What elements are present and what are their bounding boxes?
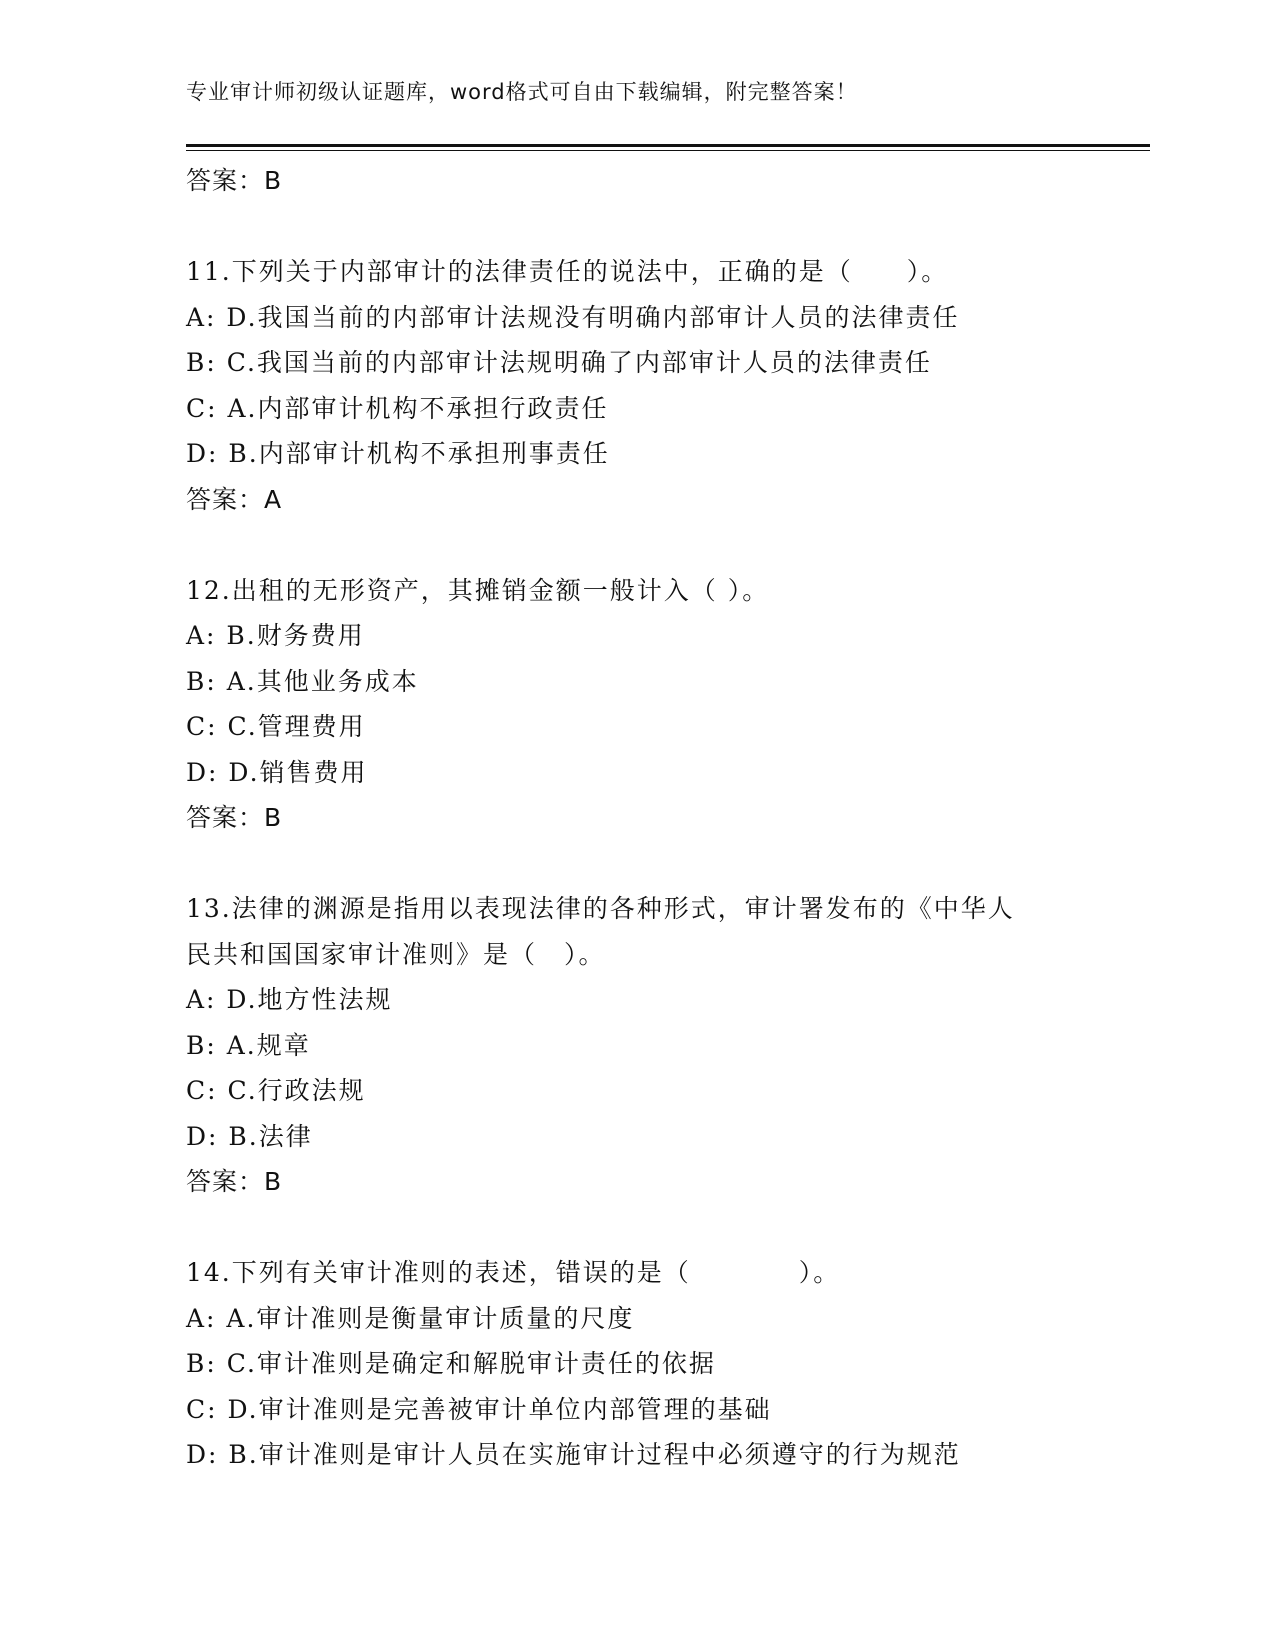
question-stem: 11.下列关于内部审计的法律责任的说法中，正确的是（ ）。 xyxy=(186,257,949,286)
answer-line: 答案：B xyxy=(186,166,283,195)
option-d: D: B.内部审计机构不承担刑事责任 xyxy=(186,439,610,468)
question-stem: 14.下列有关审计准则的表述，错误的是（ ）。 xyxy=(186,1258,841,1287)
option-a: A: A.审计准则是衡量审计质量的尺度 xyxy=(186,1303,635,1333)
option-c: C: A.内部审计机构不承担行政责任 xyxy=(186,393,609,423)
question-stem-continued: 民共和国国家审计准则》是（ ）。 xyxy=(186,939,606,969)
answer-line: 答案：B xyxy=(186,803,283,832)
question-stem: 12.出租的无形资产，其摊销金额一般计入（ ）。 xyxy=(186,575,770,605)
question-12 xyxy=(186,568,1086,841)
question-list xyxy=(186,158,1086,1478)
page-header: 专业审计师初级认证题库，word格式可自由下载编辑，附完整答案！ xyxy=(186,80,858,104)
option-a: A: D.我国当前的内部审计法规没有明确内部审计人员的法律责任 xyxy=(186,302,960,332)
option-a: A: B.财务费用 xyxy=(186,621,365,650)
option-b: B: A.规章 xyxy=(186,1030,311,1060)
option-d: D: B.法律 xyxy=(186,1121,313,1151)
option-b: B: C.审计准则是确定和解脱审计责任的依据 xyxy=(186,1349,716,1378)
question-14 xyxy=(186,1250,1086,1478)
question-13 xyxy=(186,886,1086,1205)
option-c: C: D.审计准则是完善被审计单位内部管理的基础 xyxy=(186,1394,772,1424)
option-b: B: A.其他业务成本 xyxy=(186,666,419,696)
option-c: C: C.行政法规 xyxy=(186,1076,366,1105)
option-c: C: C.管理费用 xyxy=(186,712,366,741)
answer-line: 答案：B xyxy=(186,1167,283,1196)
option-a: A: D.地方性法规 xyxy=(186,985,393,1014)
header-rule-thin xyxy=(186,150,1150,151)
option-d: D: B.审计准则是审计人员在实施审计过程中必须遵守的行为规范 xyxy=(186,1440,961,1469)
question-11 xyxy=(186,249,1086,522)
answer-line: 答案：A xyxy=(186,484,283,514)
option-b: B: C.我国当前的内部审计法规明确了内部审计人员的法律责任 xyxy=(186,348,932,377)
header-rule-thick xyxy=(186,144,1150,147)
question-stem: 13.法律的渊源是指用以表现法律的各种形式，审计署发布的《中华人 xyxy=(186,894,1015,923)
option-d: D: D.销售费用 xyxy=(186,757,368,787)
